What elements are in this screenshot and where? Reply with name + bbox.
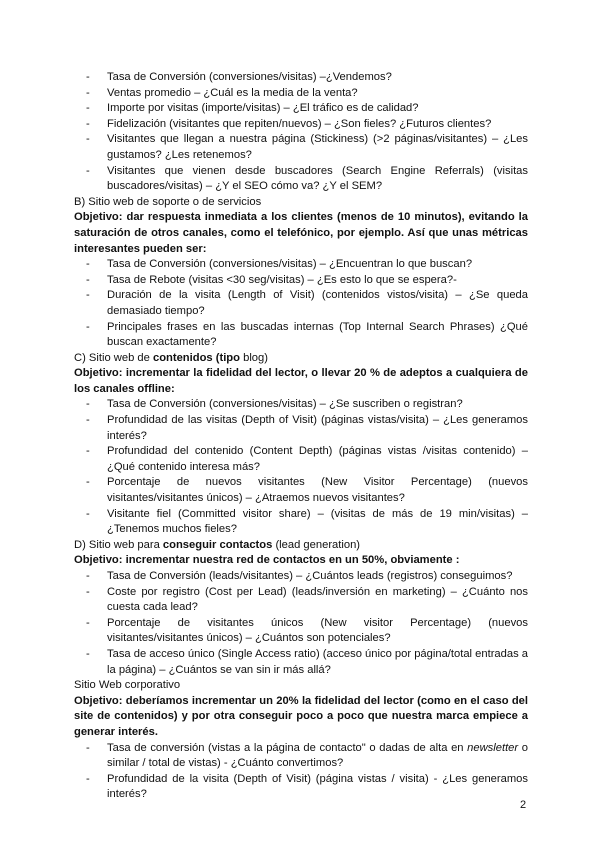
list-item xyxy=(74,569,528,585)
bullet-dash: - xyxy=(86,585,90,598)
list-item-text: Principales frases en las buscadas internas (Top Internal Search Phrases) ¿Qué buscan exactamente? xyxy=(107,320,528,349)
list-item-text: Tasa de Conversión (leads/visitantes) – ¿Cuántos leads (registros) conseguimos? xyxy=(107,570,513,582)
list-item xyxy=(74,320,528,351)
list-item xyxy=(74,117,528,133)
list-item xyxy=(74,444,528,475)
section-e-list xyxy=(74,741,528,803)
section-c-list xyxy=(74,397,528,537)
list-item xyxy=(74,397,528,413)
bullet-dash: - xyxy=(86,117,90,130)
list-item-text: Tasa de acceso único (Single Access ratio) (acceso único por página/total entradas a la página) – ¿Cuántos se van sin ir más allá? xyxy=(107,647,529,676)
bullet-dash: - xyxy=(86,507,90,520)
list-item xyxy=(74,507,528,538)
bullet-dash: - xyxy=(86,570,90,582)
italic-text: newsletter xyxy=(467,741,519,754)
list-item-text: Tasa de Conversión (conversiones/visitas) – ¿Encuentran lo que buscan? xyxy=(107,258,473,271)
bullet-dash: - xyxy=(86,414,90,427)
list-item xyxy=(74,413,528,444)
heading-bold-text: contenidos (tipo xyxy=(152,351,240,364)
list-item-text: Tasa de conversión (vistas a la página de contacto" o dadas de alta en xyxy=(107,741,468,754)
list-item xyxy=(74,475,528,506)
section-b-objective: Objetivo: dar respuesta inmediata a los clientes (menos de 10 minutos), evitando la saturación de otros canales, como el telefónico, por ejemplo. Así que unas métricas interesantes pueden ser: xyxy=(74,211,528,255)
section-d-list xyxy=(74,569,528,678)
list-item-text: Importe por visitas (importe/visitas) – ¿El tráfico es de calidad? xyxy=(107,102,419,115)
list-item-text: Fidelización (visitantes que repiten/nuevos) – ¿Son fieles? ¿Futuros clientes? xyxy=(107,117,492,130)
list-item-text: Profundidad de la visita (Depth of Visit) (página vistas / visita) - ¿Les generamos interés? xyxy=(107,772,528,801)
list-item xyxy=(74,70,528,86)
list-item xyxy=(74,772,528,803)
section-c-objective: Objetivo: incrementar la fidelidad del lector, o llevar 20 % de adeptos a cualquiera de los canales offline: xyxy=(74,367,528,395)
list-item-text: Visitante fiel (Committed visitor share) – (visitas de más de 19 min/visitas) – ¿Tenemos muchos fieles? xyxy=(107,507,528,536)
heading-text: (lead generation) xyxy=(272,538,361,551)
list-item xyxy=(74,288,528,319)
bullet-dash: - xyxy=(86,71,90,83)
list-item-text: Tasa de Rebote (visitas <30 seg/visitas) – ¿Es esto lo que se espera?- xyxy=(107,273,457,286)
section-d-heading xyxy=(74,538,528,554)
list-item-text: Porcentaje de visitantes únicos (New visitor Percentage) (nuevos visitantes/visitantes únicos) – ¿Cuántos son potenciales? xyxy=(107,616,528,645)
bullet-dash: - xyxy=(86,647,90,660)
list-item xyxy=(74,86,528,102)
list-item xyxy=(74,132,528,163)
section-e-objective: Objetivo: deberíamos incrementar un 20% la fidelidad del lector (como en el caso del site de contenidos) y por otra conseguir poco a poco que nuestra marca empiece a generar interés. xyxy=(74,694,528,738)
bullet-dash: - xyxy=(86,741,90,754)
bullet-dash: - xyxy=(86,102,90,115)
heading-text: D) Sitio web para xyxy=(74,538,163,551)
bullet-dash: - xyxy=(86,289,90,302)
bullet-dash: - xyxy=(86,616,90,629)
list-item xyxy=(74,164,528,195)
section-e-heading: Sitio Web corporativo xyxy=(74,679,181,692)
bullet-dash: - xyxy=(86,320,90,333)
list-item xyxy=(74,585,528,616)
bullet-dash: - xyxy=(86,164,90,177)
section-d-objective: Objetivo: incrementar nuestra red de contactos en un 50%, obviamente : xyxy=(74,554,460,567)
list-item xyxy=(74,273,528,289)
list-item xyxy=(74,616,528,647)
list-item-text: Porcentaje de nuevos visitantes (New Visitor Percentage) (nuevos visitantes/visitantes únicos) – ¿Atraemos nuevos visitantes? xyxy=(107,476,528,505)
page-number: 2 xyxy=(520,799,527,811)
bullet-dash: - xyxy=(86,476,90,489)
section-b-list xyxy=(74,257,528,351)
heading-bold-text: conseguir contactos xyxy=(162,538,273,551)
list-item-text: Tasa de Conversión (conversiones/visitas) –¿Vendemos? xyxy=(107,71,392,83)
list-item-text: Visitantes que llegan a nuestra página (Stickiness) (>2 páginas/visitantes) – ¿Les gustamos? ¿Les retenemos? xyxy=(107,133,528,161)
list-item-text: Coste por registro (Cost per Lead) (leads/inversión en marketing) – ¿Cuánto nos cuesta cada lead? xyxy=(107,585,528,614)
bullet-dash: - xyxy=(86,273,90,286)
bullet-dash: - xyxy=(86,772,90,785)
list-item-text: Ventas promedio – ¿Cuál es la media de la venta? xyxy=(107,86,358,99)
list-item-text: Visitantes que vienen desde buscadores (Search Engine Referrals) (visitas buscadores/visitas) – ¿Y el SEO cómo va? ¿Y el SEM? xyxy=(107,164,528,193)
list-item-text: Profundidad de las visitas (Depth of Visit) (páginas vistas/visita) – ¿Les generamos interés? xyxy=(107,414,528,442)
list-item-text: Tasa de Conversión (conversiones/visitas) – ¿Se suscriben o registran? xyxy=(107,398,463,411)
document-page xyxy=(74,70,528,803)
metrics-list-a xyxy=(74,70,528,195)
bullet-dash: - xyxy=(86,398,90,411)
list-item xyxy=(74,257,528,273)
list-item xyxy=(74,101,528,117)
list-item xyxy=(74,647,528,678)
list-item-text: Profundidad del contenido (Content Depth) (páginas vistas /visitas contenido) – ¿Qué contenido interesa más? xyxy=(107,445,528,473)
bullet-dash: - xyxy=(86,445,90,458)
list-item-text: o similar / total de vistas) - ¿Cuánto convertimos? xyxy=(107,741,528,770)
section-c-heading xyxy=(74,351,528,367)
heading-text: C) Sitio web de xyxy=(74,351,153,364)
bullet-dash: - xyxy=(86,86,90,99)
list-item xyxy=(74,741,528,772)
list-item-text: Duración de la visita (Length of Visit) (contenidos vistos/visita) – ¿Se queda demasiado tiempo? xyxy=(107,289,528,317)
bullet-dash: - xyxy=(86,133,90,146)
section-b-heading: B) Sitio web de soporte o de servicios xyxy=(74,195,262,208)
bullet-dash: - xyxy=(86,258,90,271)
heading-text: blog) xyxy=(239,351,268,364)
